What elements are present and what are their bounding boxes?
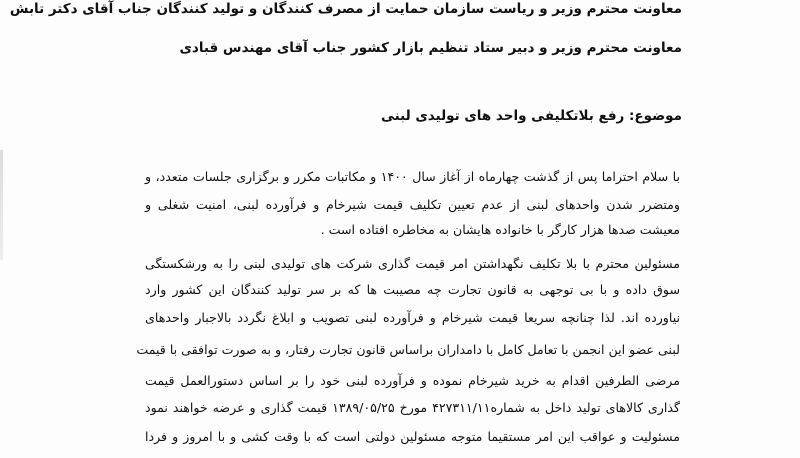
body-line-5: سوق داده و با بی توجهی به قانون تجارت چه مصیبت ها که بر سر تولید کنندگان این کشور وارد	[145, 282, 680, 297]
body-line-4: مسئولین محترم با بلا تکلیف نگهداشتن امر قیمت گذاری شرکت های تولیدی لبنی را به ورشکستگی	[145, 256, 680, 271]
body-line-9: گذاری کالاهای تولید داخل به شماره۴۲۷۳۱۱/۱۱ مورخ ۱۳۸۹/۰۵/۲۵ قیمت گذاری و عرضه خواهند نمود	[145, 400, 680, 415]
body-line-1: با سلام احتراما پس از گذشت چهارماه از آغاز سال ۱۴۰۰ و مکاتبات مکرر و برگزاری جلسات متعدد، و	[145, 169, 680, 184]
body-line-7: لبنی عضو این انجمن با تعامل کامل با دامداران براساس قانون تجارت رفتار، و به صورت توافقی با قیمت	[136, 342, 680, 357]
body-line-2: ومتضرر شدن واحدهای لبنی از عدم تعیین تکلیف قیمت شیرخام و فرآورده لبنی، امنیت شغلی و	[145, 197, 680, 212]
body-line-6: نیاورده اند. لذا چنانچه سریعا قیمت شیرخام و فرآورده لبنی تصویب و ابلاغ نگردد بالاجبار واحدهای	[145, 310, 680, 325]
recipient-line-1: معاونت محترم وزیر و ریاست سازمان حمایت از مصرف کنندگان و تولید کنندگان جناب آقای دکتر تابش	[9, 1, 682, 17]
recipient-line-2: معاونت محترم وزیر و دبیر ستاد تنظیم بازار کشور جناب آقای مهندس قبادی	[179, 40, 682, 56]
body-line-3: معیشت صدها هزار کارگر با خانواده هایشان به مخاطره افتاده است .	[320, 222, 680, 237]
body-line-10: مسئولیت و عواقب این امر مستقیما متوجه مسئولین دولتی است که با وقت کشی و با امروز و فردا	[145, 429, 680, 444]
body-line-8: مرضی الطرفین اقدام به خرید شیرخام نموده و فرآورده لبنی خود را بر اساس دستورالعمل قیمت	[145, 373, 680, 388]
letter-subject: موضوع: رفع بلاتکلیفی واحد های تولیدی لبنی	[380, 108, 682, 124]
scan-edge-shadow	[0, 150, 3, 260]
